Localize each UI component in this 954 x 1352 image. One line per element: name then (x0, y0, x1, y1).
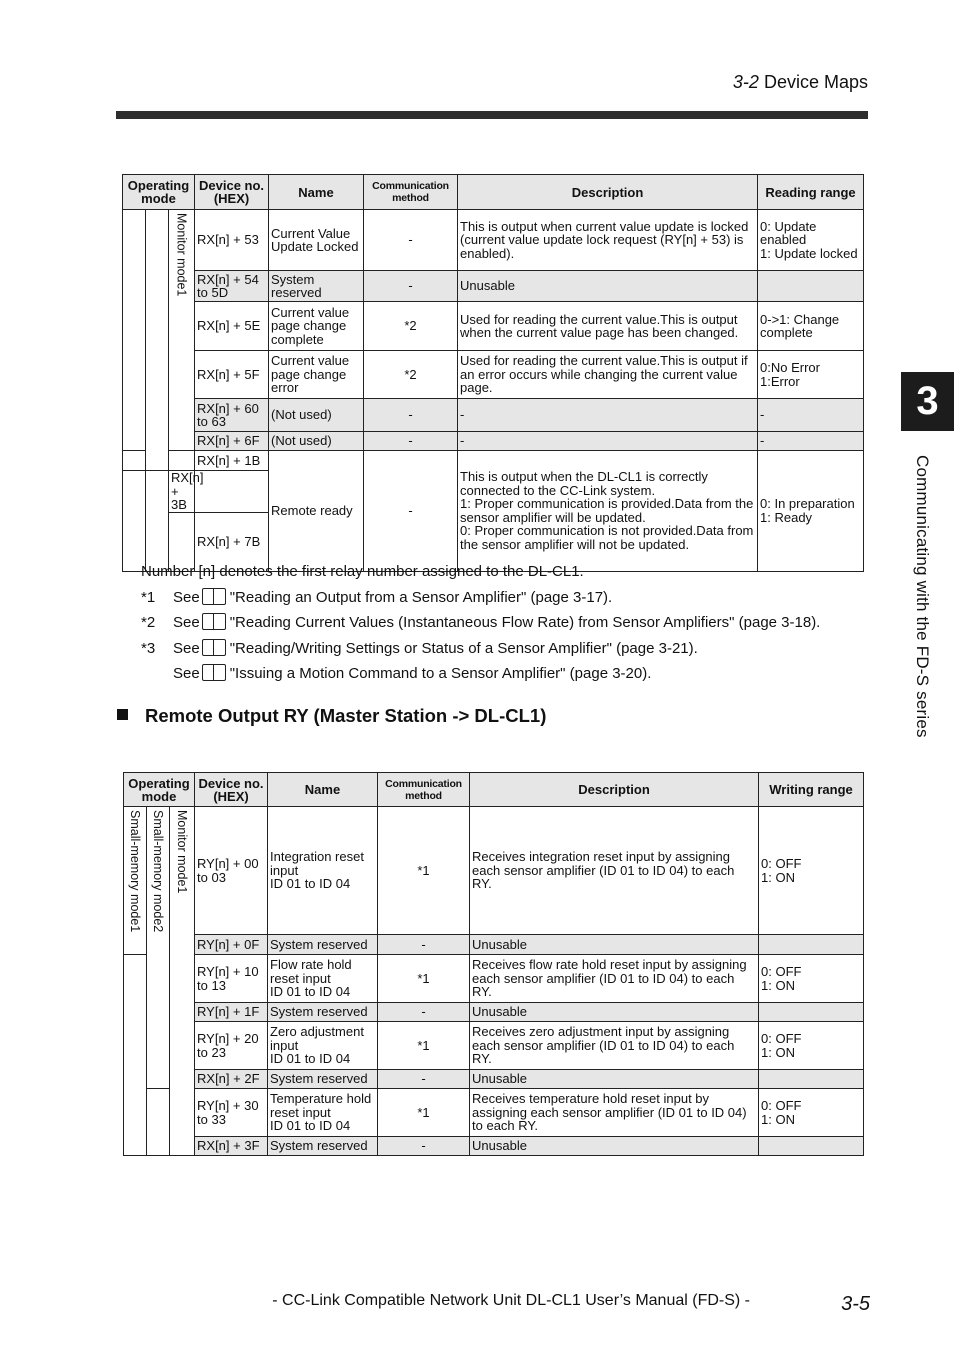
signal-name: System reserved (268, 935, 378, 955)
description: This is output when the DL-CL1 is correctly connected to the CC-Link system. 1: Proper communication is provided.Data from the sensor amplifier will be updated. 0: Proper communication is not provided.Data from the sensor amplifier will not be updated. (458, 451, 758, 572)
description: Used for reading the current value.This is output when the current value page has been changed. (458, 302, 758, 351)
col-description: Description (470, 773, 759, 807)
description: Unusable (470, 1003, 759, 1022)
device-no: RX[n] + 3B (169, 471, 195, 513)
device-no: RY[n] + 0F (195, 935, 268, 955)
description: This is output when current value update is locked (current value update lock request (RY[n] + 53) is enabled). (458, 210, 758, 271)
signal-name: System reserved (269, 271, 364, 302)
col-name: Name (269, 175, 364, 210)
note-1 (141, 588, 612, 606)
note-relay-number: Number [n] denotes the first relay number assigned to the DL-CL1. (141, 563, 584, 580)
mode-cell-blank (124, 955, 147, 1156)
reading-range: 0: In preparation 1: Ready (758, 451, 864, 572)
device-no: RY[n] + 10 to 13 (195, 955, 268, 1003)
device-no: RY[n] + 00 to 03 (195, 807, 268, 935)
note-2 (141, 613, 820, 631)
header-rule (116, 111, 868, 119)
writing-range: 0: OFF 1: ON (759, 955, 864, 1003)
comm-method: *1 (378, 955, 470, 1003)
note-mark: *3 (141, 640, 156, 657)
description: Receives zero adjustment input by assigning each sensor amplifier (ID 01 to ID 04) to each RY. (470, 1022, 759, 1070)
description: Receives integration reset input by assigning each sensor amplifier (ID 01 to ID 04) to each RY. (470, 807, 759, 935)
description: Unusable (470, 935, 759, 955)
signal-name: System reserved (268, 1003, 378, 1022)
signal-name: Remote ready (269, 451, 364, 572)
description: Receives temperature hold reset input by assigning each sensor amplifier (ID 01 to ID 04) to each RY. (470, 1089, 759, 1137)
writing-range (759, 935, 864, 955)
section-heading (117, 705, 546, 727)
mode-cell-monitor (169, 210, 195, 451)
device-no: RX[n] + 1B (195, 451, 269, 471)
writing-range: 0: OFF 1: ON (759, 1022, 864, 1070)
note-ref: "Reading/Writing Settings or Status of a Sensor Amplifier" (page 3-21). (229, 640, 698, 657)
comm-method: - (378, 1137, 470, 1156)
mode-cell-blank (146, 210, 169, 471)
mode-cell-blank (169, 451, 195, 471)
book-icon (202, 664, 226, 681)
comm-method: - (364, 451, 458, 572)
col-reading-range: Reading range (758, 175, 864, 210)
section-heading-text: Remote Output RY (Master Station -> DL-CL1) (145, 705, 547, 726)
comm-method: - (364, 271, 458, 302)
mode-label-small1: Small-memory mode1 (128, 810, 142, 933)
signal-name: (Not used) (269, 432, 364, 451)
col-operating-mode: Operating mode (124, 773, 195, 807)
comm-method: *1 (378, 807, 470, 935)
comm-method: - (378, 935, 470, 955)
chapter-tab: 3 (901, 372, 954, 431)
device-no: RX[n] + 54 to 5D (195, 271, 269, 302)
signal-name: Integration reset input ID 01 to ID 04 (268, 807, 378, 935)
device-no: RX[n] + 5F (195, 351, 269, 399)
note-mark: *2 (141, 614, 156, 631)
reading-range: 0: Update enabled 1: Update locked (758, 210, 864, 271)
signal-name: Current value page change error (269, 351, 364, 399)
note-3 (141, 639, 698, 657)
writing-range (759, 1070, 864, 1089)
signal-name: Temperature hold reset input ID 01 to ID 04 (268, 1089, 378, 1137)
description: - (458, 399, 758, 432)
signal-name: (Not used) (269, 399, 364, 432)
remote-input-table (122, 174, 864, 572)
description: - (458, 432, 758, 451)
device-no: RX[n] + 53 (195, 210, 269, 271)
device-no: RX[n] + 60 to 63 (195, 399, 269, 432)
comm-method: - (364, 210, 458, 271)
device-no: RX[n] + 2F (195, 1070, 268, 1089)
device-no: RX[n] + 6F (195, 432, 269, 451)
mode-cell-blank (123, 471, 146, 572)
device-no: RY[n] + 30 to 33 (195, 1089, 268, 1137)
col-writing-range: Writing range (759, 773, 864, 807)
comm-method: *2 (364, 351, 458, 399)
remote-output-table (123, 772, 864, 1156)
comm-method: *2 (364, 302, 458, 351)
note-see: See (173, 640, 200, 657)
col-name: Name (268, 773, 378, 807)
note-mark: *1 (141, 589, 156, 606)
description: Unusable (470, 1070, 759, 1089)
col-communication-method: Communication method (378, 773, 470, 807)
mode-label-monitor: Monitor mode1 (174, 213, 189, 297)
col-device-no: Device no. (HEX) (195, 773, 268, 807)
note-see: See (173, 589, 200, 606)
note-see: See (173, 614, 200, 631)
description: Unusable (458, 271, 758, 302)
signal-name: Flow rate hold reset input ID 01 to ID 04 (268, 955, 378, 1003)
signal-name: Zero adjustment input ID 01 to ID 04 (268, 1022, 378, 1070)
mode-cell-blank (147, 1089, 170, 1156)
running-header (600, 72, 868, 93)
reading-range: 0->1: Change complete (758, 302, 864, 351)
device-no: RX[n] + 5E (195, 302, 269, 351)
square-bullet-icon (117, 709, 128, 720)
note-see: See (173, 665, 200, 682)
device-no: RY[n] + 1F (195, 1003, 268, 1022)
mode-cell-blank (146, 471, 169, 572)
device-no: RX[n] + 3F (195, 1137, 268, 1156)
device-no: RX[n] + 7B (195, 512, 269, 571)
col-description: Description (458, 175, 758, 210)
chapter-side-title: Communicating with the FD-S series (913, 455, 932, 738)
col-communication-method: Communication method (364, 175, 458, 210)
signal-name: Current Value Update Locked (269, 210, 364, 271)
comm-method: *1 (378, 1089, 470, 1137)
mode-cell-monitor (170, 807, 195, 1156)
description: Used for reading the current value.This is output if an error occurs while changing the current value page. (458, 351, 758, 399)
writing-range: 0: OFF 1: ON (759, 1089, 864, 1137)
writing-range: 0: OFF 1: ON (759, 807, 864, 935)
comm-method: - (378, 1070, 470, 1089)
device-no: RY[n] + 20 to 23 (195, 1022, 268, 1070)
comm-method: - (364, 432, 458, 451)
mode-cell-small1 (124, 807, 147, 955)
description: Unusable (470, 1137, 759, 1156)
reading-range: - (758, 432, 864, 451)
signal-name: System reserved (268, 1137, 378, 1156)
book-icon (202, 639, 226, 656)
note-ref: "Reading an Output from a Sensor Amplifier" (page 3-17). (229, 589, 613, 606)
mode-cell-small2 (147, 807, 170, 1089)
footer-manual-title: - CC-Link Compatible Network Unit DL-CL1 User’s Manual (FD-S) - (272, 1292, 750, 1309)
comm-method: - (378, 1003, 470, 1022)
book-icon (202, 613, 226, 630)
col-device-no: Device no. (HEX) (195, 175, 269, 210)
reading-range: 0:No Error 1:Error (758, 351, 864, 399)
mode-label-monitor: Monitor mode1 (175, 810, 189, 894)
book-icon (202, 588, 226, 605)
page-number: 3-5 (841, 1293, 870, 1315)
comm-method: - (364, 399, 458, 432)
writing-range (759, 1137, 864, 1156)
note-ref: "Reading Current Values (Instantaneous Flow Rate) from Sensor Amplifiers" (page 3-18). (229, 614, 821, 631)
col-operating-mode: Operating mode (123, 175, 195, 210)
mode-label-small2: Small-memory mode2 (151, 810, 165, 933)
description: Receives flow rate hold reset input by assigning each sensor amplifier (ID 01 to ID 04) to each RY. (470, 955, 759, 1003)
mode-cell-blank (123, 451, 146, 471)
signal-name: System reserved (268, 1070, 378, 1089)
mode-cell-blank (123, 210, 146, 451)
reading-range: - (758, 399, 864, 432)
writing-range (759, 1003, 864, 1022)
signal-name: Current value page change complete (269, 302, 364, 351)
comm-method: *1 (378, 1022, 470, 1070)
note-ref: "Issuing a Motion Command to a Sensor Amplifier" (page 3-20). (229, 665, 652, 682)
reading-range (758, 271, 864, 302)
section-title: Device Maps (763, 72, 868, 92)
note-4 (141, 664, 651, 682)
section-number: 3-2 (732, 72, 759, 92)
